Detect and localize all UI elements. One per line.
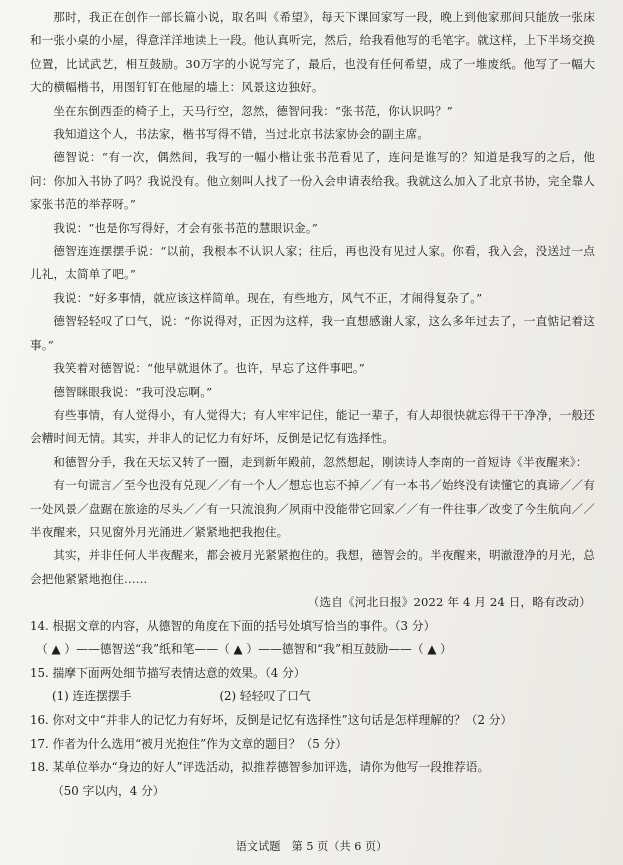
article-paragraph: 其实，并非任何人半夜醒来，都会被月光紧紧抱住的。我想，德智会的。半夜醒来，明澈澄净的月光，总会把他紧紧地抱住……	[30, 548, 595, 586]
poem-paragraph: 有一句谎言／至今也没有兑现／／有一个人／想忘也忘不掉／／有一本书／始终没有读懂它的真谛／／有一处风景／盘踞在旅途的尽头／／有一只流浪狗／夙雨中没能带它回家／／有一件往事／改变了今生航向／／半夜醒来，只见窗外月光涌进／紧紧地把我抱住。	[30, 478, 595, 539]
article-paragraph: 我笑着对德智说：“他早就退休了。也许，早忘了这件事吧。”	[53, 361, 365, 376]
question-15-option-2: (2) 轻轻叹了口气	[219, 689, 311, 704]
article-paragraph: 坐在东倒西歪的椅子上，天马行空，忽然，德智问我：“张书范，你认识吗？”	[53, 103, 453, 118]
article-paragraph: 德智连连摆摆手说：“以前，我根本不认识人家；往后，再也没有见过人家。你看，我入会，没送过一点儿礼，太简单了吧。”	[30, 244, 595, 282]
question-18-note: （50 字以内，4 分）	[52, 783, 165, 798]
page-footer: 语文试题 第 5 页（共 6 页）	[235, 840, 388, 853]
article-body	[30, 6, 595, 803]
article-paragraph: 和德智分手，我在天坛又转了一圈，走到新年殿前，忽然想起，刚读诗人李南的一首短诗《半夜醒来》：	[53, 454, 588, 469]
question-14: 14. 根据文章的内容，从德智的角度在下面的括号处填写恰当的事件。（3 分）	[30, 618, 436, 633]
article-paragraph: 有些事情，有人觉得小，有人觉得大；有人牢牢记住，能记一辈子，有人却很快就忘得干干净净，一般还会糟时间无情。其实，并非人的记忆力有好坏，反倒是记忆有选择性。	[30, 407, 595, 446]
question-14-chain: （ ▲ ）——德智送“我”纸和笔——（ ▲ ）——德智和“我”相互鼓励——（ ▲ ）	[36, 642, 452, 657]
article-paragraph: 我说：“也是你写得好，才会有张书范的慧眼识金。”	[53, 220, 318, 235]
article-paragraph: 德智说：“有一次，偶然间，我写的一幅小楷让张书范看见了，连问是谁写的？知道是我写的之后，他问：你加入书协了吗？我说没有。他立刻叫人找了一份入会申请表给我。我就这么加入了北京书协，完全靠人家张书范的举荐呀。”	[30, 150, 595, 212]
article-paragraph: 德智眯眼我说：“我可没忘啊。”	[53, 384, 213, 399]
article-paragraph: 德智轻轻叹了口气，说：“你说得对，正因为这样，我一直想感谢人家，这么多年过去了，一直惦记着这事。”	[30, 314, 595, 352]
article-paragraph: 那时，我正在创作一部长篇小说，取名叫《希望》，每天下课回家写一段，晚上到他家那间只能放一张床和一张小桌的小屋，得意洋洋地读上一段。他认真听完，然后，给我看他写的毛笔字。就这样，上下半场交换位置，比试武艺，相互鼓励。30万字的小说写完了，最后，也没有任何希望，成了一堆废纸。他写了一幅大大的横幅楷书，用图钉钉在他屋的墙上：风景这边独好。	[30, 10, 595, 95]
question-16: 16. 你对文中“并非人的记忆力有好坏，反倒是记忆有选择性”这句话是怎样理解的？（2 分）	[30, 712, 513, 727]
question-15: 15. 揣摩下面两处细节描写表情达意的效果。（4 分）	[30, 665, 306, 680]
question-17: 17. 作者为什么选用“被月光抱住”作为文章的题目？（5 分）	[30, 736, 348, 751]
question-18: 18. 某单位举办“身边的好人”评选活动，拟推荐德智参加评选，请你为他写一段推荐语。	[30, 760, 490, 775]
article-paragraph: 我说：“好多事情，就应该这样简单。现在，有些地方，风气不正，才闹得复杂了。”	[53, 290, 483, 305]
article-paragraph: 我知道这个人，书法家，楷书写得不错，当过北京书法家协会的副主席。	[53, 127, 429, 142]
questions-section	[30, 615, 595, 804]
question-15-options	[30, 685, 595, 709]
article-source: （选自《河北日报》2022 年 4 月 24 日，略有改动）	[307, 595, 591, 610]
question-15-option-1: (1) 连连摆摆手	[52, 689, 132, 704]
